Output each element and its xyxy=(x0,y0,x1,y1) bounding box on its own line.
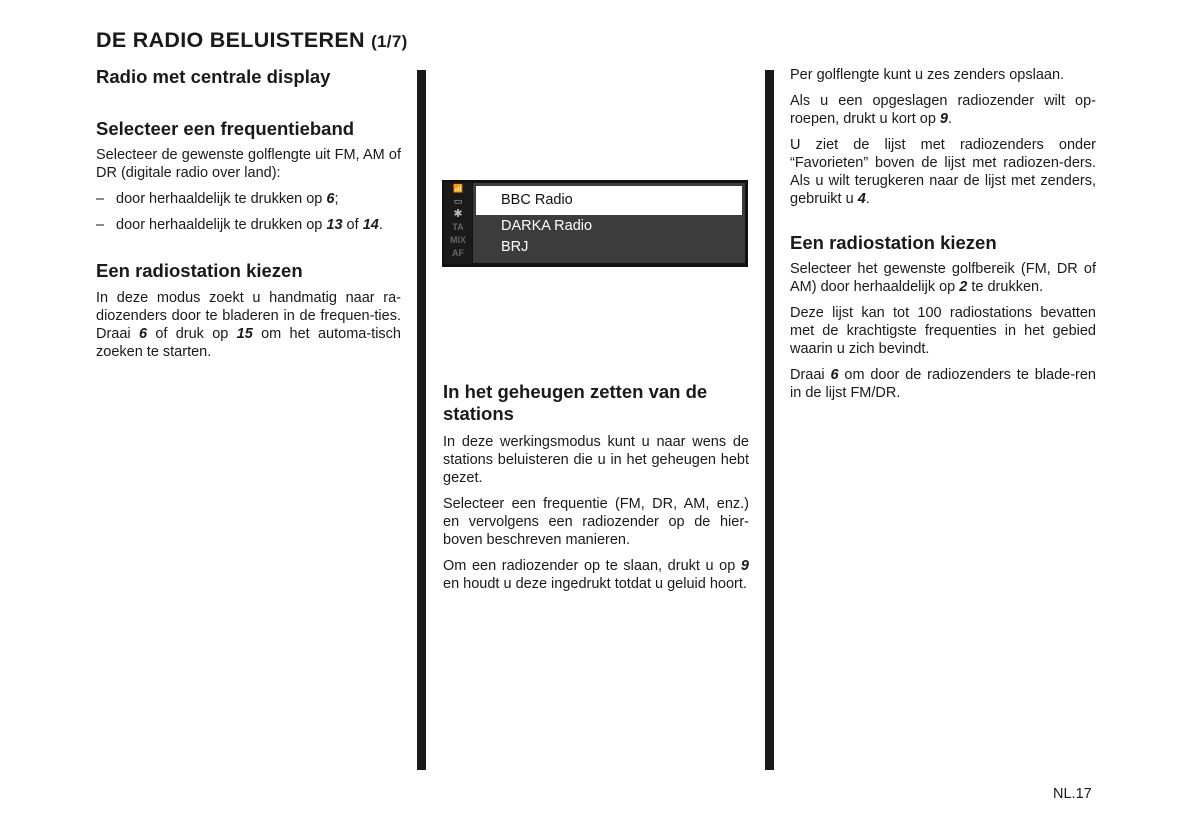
station-item: DARKA Radio xyxy=(501,218,593,234)
page-title xyxy=(96,28,408,53)
battery-icon: ▭ xyxy=(453,196,463,206)
dash-bullet: – xyxy=(96,217,105,234)
paragraph: In deze modus zoekt u handmatig naar ra-diozenders door te bladeren in de frequen-ties. Draai 6 of druk op 15 om het automa-tisch zoeken te starten. xyxy=(96,289,401,360)
list-item-text: door herhaaldelijk te drukken op 13 of 14. xyxy=(116,217,383,234)
page-title-text: DE RADIO BELUISTEREN xyxy=(96,28,365,52)
list-item xyxy=(96,190,401,208)
section-heading: Een radiostation kiezen xyxy=(790,232,997,253)
ta-indicator: TA xyxy=(452,222,464,232)
column-divider xyxy=(765,70,774,770)
display-status-icons xyxy=(444,182,472,264)
display-screen xyxy=(473,183,745,263)
button-reference: 14 xyxy=(362,217,379,234)
subsection-heading: Een radiostation kiezen xyxy=(96,260,303,282)
page-part: (1/7) xyxy=(371,32,408,51)
button-reference: 6 xyxy=(326,191,335,208)
button-reference: 6 xyxy=(830,367,839,384)
list-item-text: door herhaaldelijk te drukken op 6; xyxy=(116,191,339,208)
af-indicator: AF xyxy=(452,248,464,258)
paragraph: Selecteer een frequentie (FM, DR, AM, enz.) en vervolgens een radiozender op de hier-boven beschreven manieren. xyxy=(443,496,749,548)
bluetooth-icon: ✱ xyxy=(453,208,463,220)
signal-icon: 📶 xyxy=(453,184,463,193)
paragraph: U ziet de lijst met radiozenders onder “Favorieten” boven de lijst met radiozen-ders. Als u wilt terugkeren naar de lijst met zenders, gebruikt u 4. xyxy=(790,137,1096,207)
button-reference: 9 xyxy=(939,111,948,127)
dash-bullet: – xyxy=(96,191,105,208)
column-left xyxy=(96,66,401,361)
button-reference: 9 xyxy=(740,558,749,574)
button-reference: 4 xyxy=(857,191,866,207)
station-item: BRJ xyxy=(501,239,529,255)
page-number: NL.17 xyxy=(1053,786,1092,802)
button-reference: 15 xyxy=(236,325,253,342)
paragraph: In deze werkingsmodus kunt u naar wens de stations beluisteren die u in het geheugen hebt gezet. xyxy=(443,434,749,486)
button-reference: 2 xyxy=(959,279,968,296)
button-reference: 6 xyxy=(138,325,148,342)
paragraph: Draai 6 om door de radiozenders te blade-ren in de lijst FM/DR. xyxy=(790,367,1096,402)
column-right xyxy=(790,66,1096,402)
paragraph: Per golflengte kunt u zes zenders opslaan. xyxy=(790,67,1065,83)
paragraph: Selecteer de gewenste golflengte uit FM, AM of DR (digitale radio over land): xyxy=(96,147,401,182)
column-middle xyxy=(443,381,749,593)
paragraph: Om een radiozender op te slaan, drukt u op 9 en houdt u deze ingedrukt totdat u geluid hoort. xyxy=(443,558,749,592)
paragraph: Selecteer het gewenste golfbereik (FM, DR of AM) door herhaaldelijk op 2 te drukken. xyxy=(790,261,1096,296)
column-divider xyxy=(417,70,426,770)
paragraph: Als u een opgeslagen radiozender wilt op-roepen, drukt u kort op 9. xyxy=(790,93,1096,127)
radio-display-illustration xyxy=(442,180,748,267)
station-item-selected: BBC Radio xyxy=(476,186,742,215)
list-item xyxy=(96,216,401,234)
section-heading: In het geheugen zetten van de stations xyxy=(443,381,708,424)
mix-indicator: MIX xyxy=(449,235,466,245)
subsection-heading: Selecteer een frequentieband xyxy=(96,118,355,140)
paragraph: Deze lijst kan tot 100 radiostations bevatten met de krachtigste frequenties in het gebied waarin u zich bevindt. xyxy=(790,305,1096,358)
button-reference: 13 xyxy=(326,217,343,234)
section-heading: Radio met centrale display xyxy=(96,66,331,87)
